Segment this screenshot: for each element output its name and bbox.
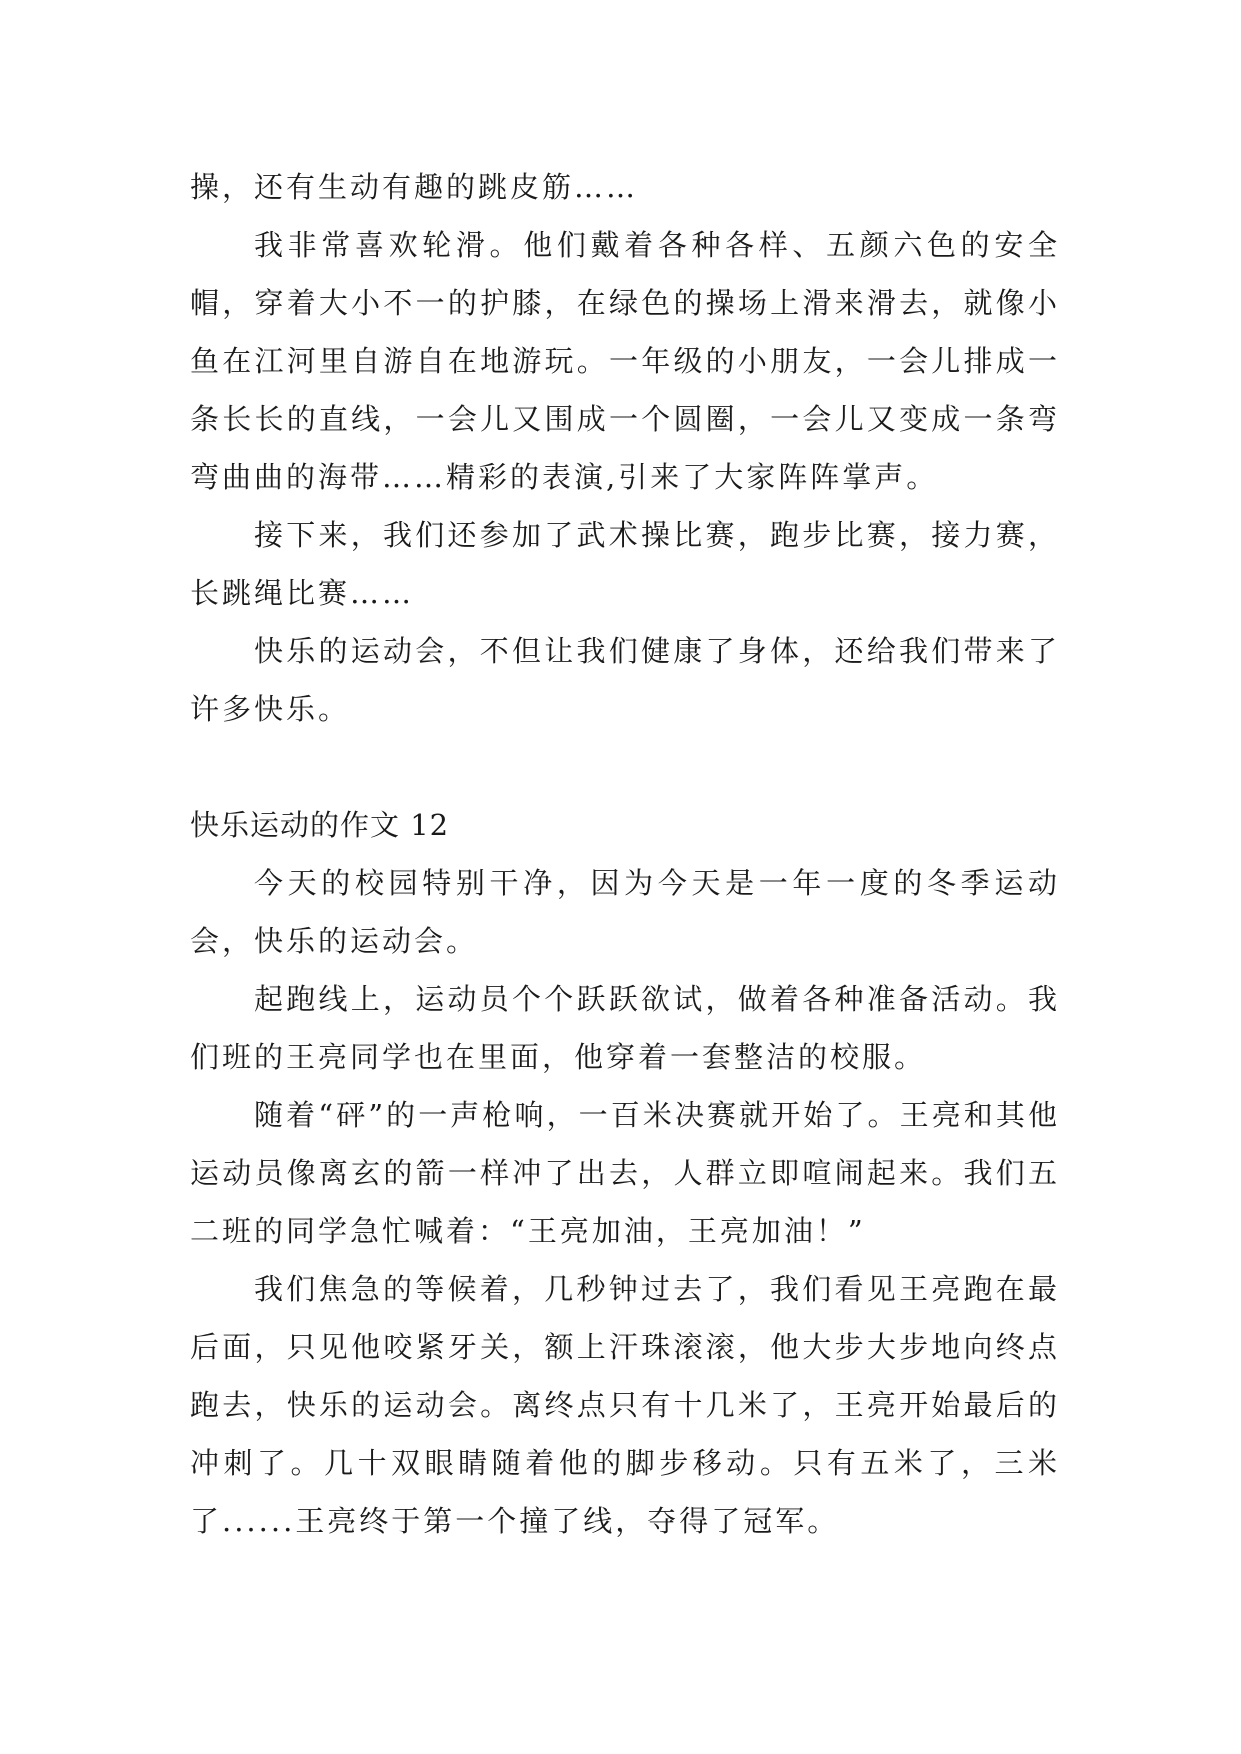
document-body [190, 158, 1060, 1550]
paragraph-competitions: 接下来，我们还参加了武术操比赛，跑步比赛，接力赛，长跳绳比赛…… [190, 518, 1060, 610]
paragraph-intro: 今天的校园特别干净，因为今天是一年一度的冬季运动会，快乐的运动会。 [190, 866, 1060, 958]
paragraph-race-finish: 我们焦急的等候着，几秒钟过去了，我们看见王亮跑在最后面，只见他咬紧牙关，额上汗珠滚滚，他大步大步地向终点跑去，快乐的运动会。离终点只有十几米了，王亮开始最后的冲刺了。几十双眼睛随着他的脚步移动。只有五米了，三米了......王亮终于第一个撞了线，夺得了冠军。 [190, 1272, 1060, 1538]
paragraph-rollerskating: 我非常喜欢轮滑。他们戴着各种各样、五颜六色的安全帽，穿着大小不一的护膝，在绿色的操场上滑来滑去，就像小鱼在江河里自游自在地游玩。一年级的小朋友，一会儿排成一条长长的直线，一会儿又围成一个圆圈，一会儿又变成一条弯弯曲曲的海带……精彩的表演,引来了大家阵阵掌声。 [190, 228, 1060, 494]
section-gap [190, 738, 1060, 796]
paragraph-continuation: 操，还有生动有趣的跳皮筋…… [190, 170, 639, 204]
paragraph-race-start: 随着“砰”的一声枪响，一百米决赛就开始了。王亮和其他运动员像离玄的箭一样冲了出去，人群立即喧闹起来。我们五二班的同学急忙喊着：“王亮加油，王亮加油！” [190, 1098, 1060, 1248]
paragraph-starting-line: 起跑线上，运动员个个跃跃欲试，做着各种准备活动。我们班的王亮同学也在里面，他穿着一套整洁的校服。 [190, 982, 1060, 1074]
section-title: 快乐运动的作文 12 [190, 808, 450, 842]
paragraph-conclusion: 快乐的运动会，不但让我们健康了身体，还给我们带来了许多快乐。 [190, 634, 1060, 726]
